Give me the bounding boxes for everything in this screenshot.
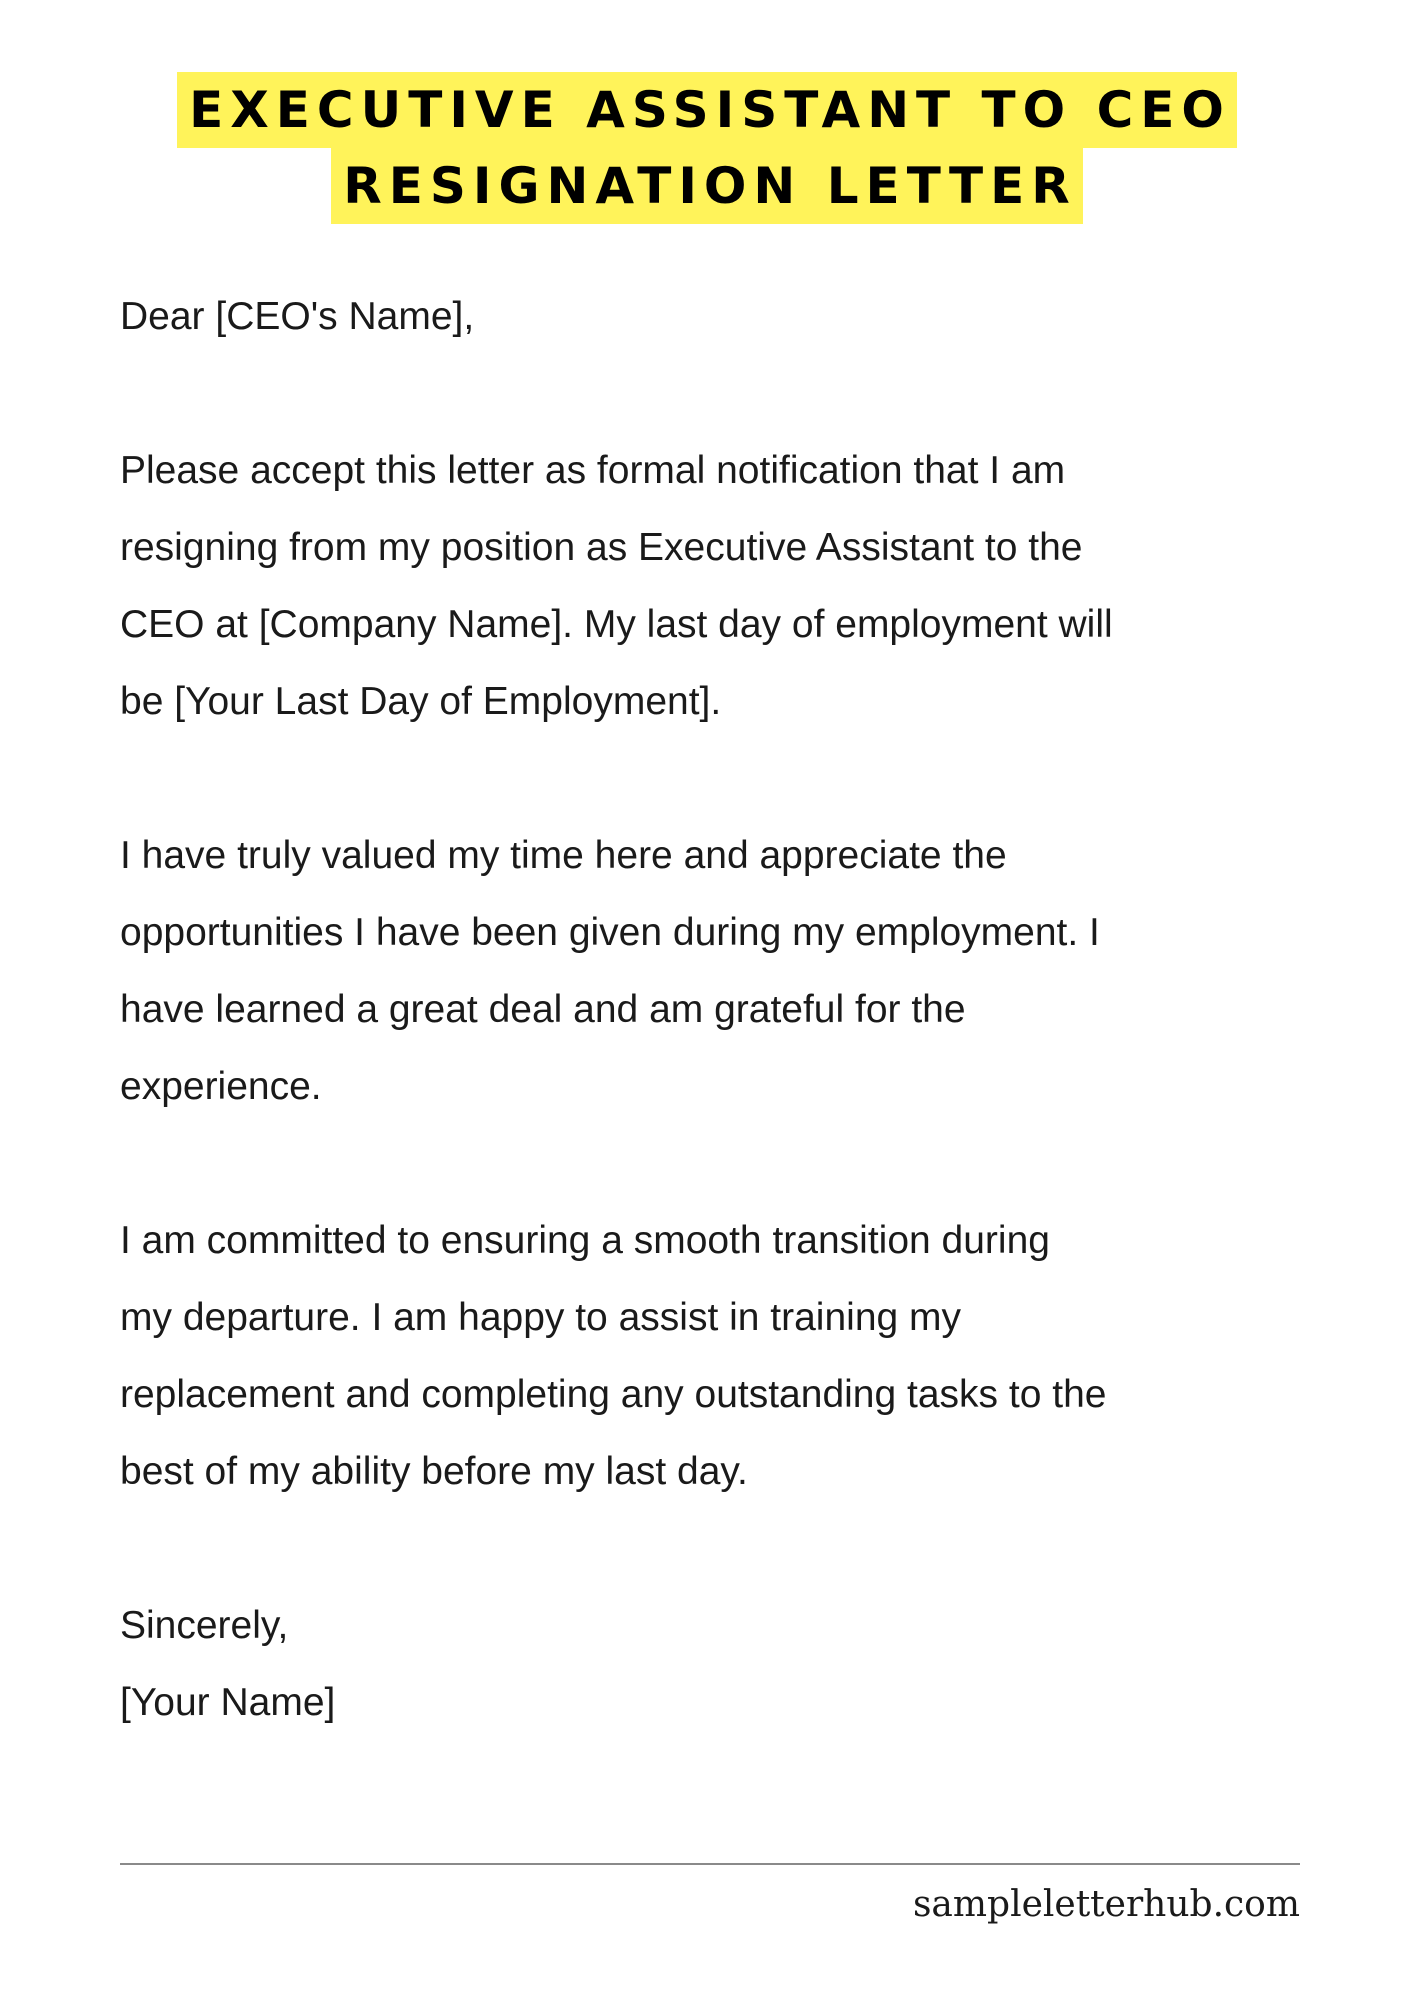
paragraph-line: be [Your Last Day of Employment]. <box>120 680 722 723</box>
paragraph-line: best of my ability before my last day. <box>120 1450 748 1493</box>
closing-text: Sincerely, <box>120 1604 289 1647</box>
letter-body <box>120 278 1360 1741</box>
salutation-text: Dear [CEO's Name], <box>120 295 475 338</box>
paragraph-line: experience. <box>120 1065 322 1108</box>
paragraph-line: my departure. I am happy to assist in training my <box>120 1296 962 1339</box>
salutation <box>120 278 1360 355</box>
paragraph-line: I am committed to ensuring a smooth transition during <box>120 1219 1050 1262</box>
paragraph-line: resigning from my position as Executive Assistant to the <box>120 526 1083 569</box>
page-title <box>0 72 1414 224</box>
paragraph-line: Please accept this letter as formal notification that I am <box>120 449 1066 492</box>
title-line-2: RESIGNATION LETTER <box>331 148 1082 224</box>
title-line-1: EXECUTIVE ASSISTANT TO CEO <box>177 72 1237 148</box>
paragraph-line: have learned a great deal and am grateful for the <box>120 988 966 1031</box>
paragraph-line: I have truly valued my time here and appreciate the <box>120 834 1007 877</box>
signature-text: [Your Name] <box>120 1681 336 1724</box>
paragraph-2 <box>120 817 1360 1125</box>
footer-site-name: sampleletterhub.com <box>912 1884 1300 1925</box>
paragraph-line: CEO at [Company Name]. My last day of employment will <box>120 603 1113 646</box>
closing-block <box>120 1587 1360 1741</box>
paragraph-3 <box>120 1202 1360 1510</box>
paragraph-line: replacement and completing any outstanding tasks to the <box>120 1373 1107 1416</box>
paragraph-1 <box>120 432 1360 740</box>
footer-divider <box>120 1863 1300 1865</box>
paragraph-line: opportunities I have been given during my employment. I <box>120 911 1100 954</box>
